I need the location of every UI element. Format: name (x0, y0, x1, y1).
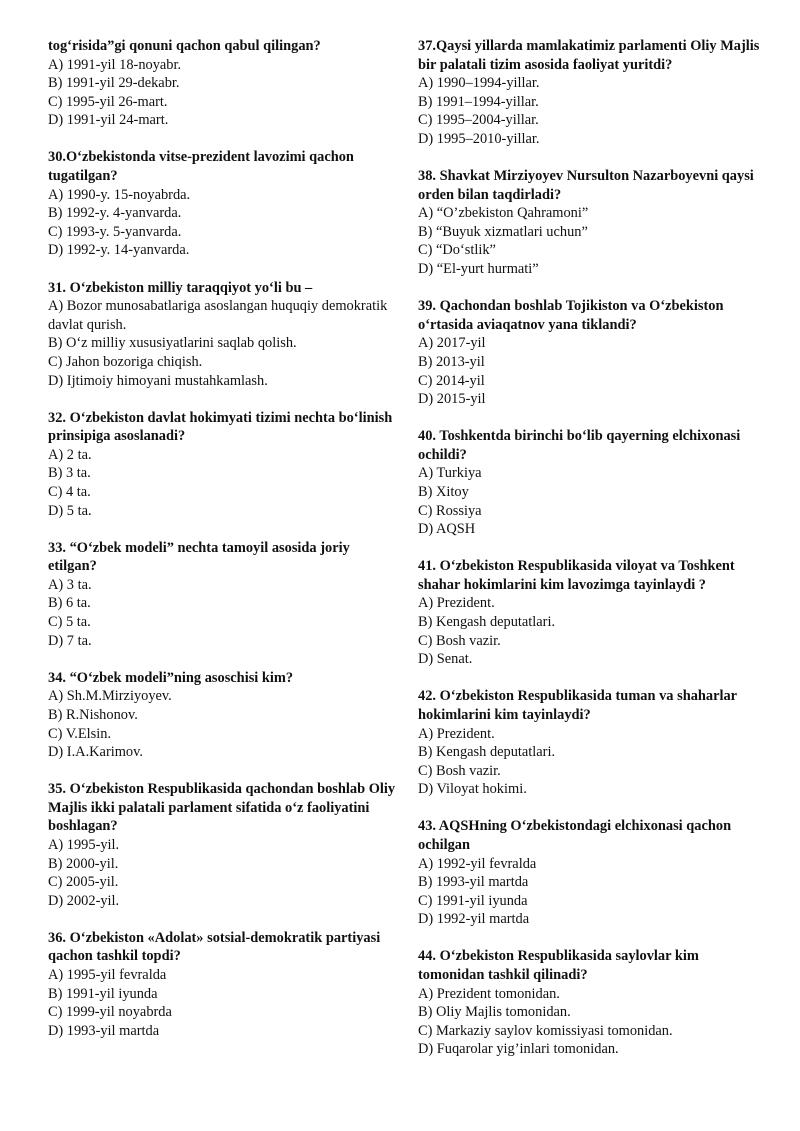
question-title: 38. Shavkat Mirziyoyev Nursulton Nazarboyevni qaysi orden bilan taqdirladi? (418, 168, 754, 203)
answer-option: A) “O’zbekiston Qahramoni” (418, 205, 589, 222)
answer-option: B) 1991-yil 29-dekabr. (48, 75, 180, 92)
question-block (48, 148, 398, 260)
question-title: 31. O‘zbekiston milliy taraqqiyot yo‘li bu – (48, 279, 313, 296)
question-block (418, 167, 768, 279)
answer-option: C) “Do‘stlik” (418, 242, 496, 259)
answer-option: B) Kengash deputatlari. (418, 744, 556, 761)
answer-option: B) 1991–1994-yillar. (418, 93, 539, 110)
answer-option: A) 1990–1994-yillar. (418, 75, 540, 92)
answer-option: A) 1995-yil. (48, 836, 120, 853)
answer-option: B) 1992-y. 4-yanvarda. (48, 205, 182, 222)
question-title: 37.Qaysi yillarda mamlakatimiz parlamenti Oliy Majlis bir palatali tizim asosida faoliyat yuritdi? (418, 38, 760, 73)
answer-option: A) Prezident tomonidan. (418, 985, 560, 1002)
question-block (418, 687, 768, 799)
question-title: 39. Qachondan boshlab Tojikiston va O‘zbekiston o‘rtasida aviaqatnov yana tiklandi? (418, 298, 724, 333)
answer-option: B) Kengash deputatlari. (418, 614, 556, 631)
answer-option: D) 7 ta. (48, 632, 92, 649)
right-column (418, 37, 768, 1078)
answer-option: A) 1995-yil fevralda (48, 967, 167, 984)
answer-option: B) O‘z milliy xususiyatlarini saqlab qolish. (48, 335, 297, 352)
question-block (48, 539, 398, 651)
answer-option: A) Turkiya (418, 465, 482, 482)
answer-option: A) 2 ta. (48, 446, 92, 463)
question-block (418, 427, 768, 539)
answer-option: B) 6 ta. (48, 595, 91, 612)
question-title: 34. “O‘zbek modeli”ning asoschisi kim? (48, 669, 294, 686)
question-block (418, 297, 768, 409)
question-block (48, 37, 398, 130)
question-block (418, 947, 768, 1059)
answer-option: A) 2017-yil (418, 335, 486, 352)
question-title: 44. O‘zbekiston Respublikasida saylovlar kim tomonidan tashkil qilinadi? (418, 948, 699, 984)
answer-option: B) 2013-yil (418, 353, 485, 370)
question-block (48, 409, 398, 521)
question-block (48, 669, 398, 762)
answer-option: B) Xitoy (418, 483, 469, 500)
answer-option: A) Prezident. (418, 595, 495, 612)
answer-option: D) 1992-y. 14-yanvarda. (48, 242, 190, 259)
answer-option: B) Oliy Majlis tomonidan. (418, 1004, 571, 1021)
answer-option: C) Bosh vazir. (418, 632, 501, 649)
answer-option: C) 1993-y. 5-yanvarda. (48, 223, 182, 240)
question-block (418, 557, 768, 669)
question-title: 32. O‘zbekiston davlat hokimyati tizimi nechta bo‘linish prinsipiga asoslanadi? (48, 409, 393, 445)
answer-option: C) Markaziy saylov komissiyasi tomonidan. (418, 1022, 673, 1039)
answer-option: C) V.Elsin. (48, 725, 112, 742)
answer-option: D) Senat. (418, 651, 473, 668)
answer-option: D) Ijtimoiy himoyani mustahkamlash. (48, 372, 268, 389)
answer-option: C) 2005-yil. (48, 874, 119, 891)
question-title: 33. “O‘zbek modeli” nechta tamoyil asosida joriy etilgan? (48, 539, 350, 575)
question-title: 36. O‘zbekiston «Adolat» sotsial-demokratik partiyasi qachon tashkil topdi? (48, 929, 381, 965)
question-block (48, 929, 398, 1041)
answer-option: C) 1999-yil noyabrda (48, 1004, 172, 1021)
question-title: 41. O‘zbekiston Respublikasida viloyat va Toshkent shahar hokimlarini kim lavozimga tayinlaydi ? (418, 558, 735, 593)
question-title: 30.O‘zbekistonda vitse-prezident lavozimi qachon tugatilgan? (48, 149, 354, 185)
answer-option: C) Jahon bozoriga chiqish. (48, 353, 203, 370)
answer-option: A) Bozor munosabatlariga asoslangan huquqiy demokratik davlat qurish. (48, 298, 388, 333)
answer-option: D) 1993-yil martda (48, 1022, 160, 1039)
answer-option: A) 3 ta. (48, 576, 92, 593)
question-block (418, 817, 768, 929)
answer-option: D) Viloyat hokimi. (418, 781, 527, 798)
answer-option: C) Bosh vazir. (418, 762, 501, 779)
answer-option: A) 1992-yil fevralda (418, 855, 537, 872)
answer-option: D) 1991-yil 24-mart. (48, 112, 169, 129)
answer-option: A) 1991-yil 18-noyabr. (48, 56, 182, 73)
answer-option: D) 2015-yil (418, 391, 486, 408)
answer-option: C) 1991-yil iyunda (418, 892, 528, 909)
answer-option: C) 1995–2004-yillar. (418, 112, 539, 129)
answer-option: D) 1995–2010-yillar. (418, 130, 540, 147)
question-title: 40. Toshkentda birinchi bo‘lib qayerning elchixonasi ochildi? (418, 428, 741, 463)
question-title: 35. O‘zbekiston Respublikasida qachondan boshlab Oliy Majlis ikki palatali parlament sifatida o‘z faoliyatini boshlagan? (48, 781, 396, 835)
answer-option: B) 1991-yil iyunda (48, 985, 158, 1002)
left-column (48, 37, 398, 1059)
answer-option: D) AQSH (418, 521, 476, 538)
answer-option: D) 2002-yil. (48, 892, 120, 909)
answer-option: B) 3 ta. (48, 465, 91, 482)
answer-option: C) 1995-yil 26-mart. (48, 93, 168, 110)
answer-option: A) 1990-y. 15-noyabrda. (48, 186, 191, 203)
question-block (418, 37, 768, 149)
question-block (48, 279, 398, 391)
answer-option: B) 2000-yil. (48, 855, 119, 872)
question-block (48, 780, 398, 910)
answer-option: C) 4 ta. (48, 483, 91, 500)
answer-option: D) I.A.Karimov. (48, 744, 143, 761)
answer-option: B) R.Nishonov. (48, 706, 138, 723)
answer-option: A) Prezident. (418, 725, 495, 742)
answer-option: C) 5 ta. (48, 614, 91, 631)
answer-option: A) Sh.M.Mirziyoyev. (48, 688, 172, 705)
question-title: 42. O‘zbekiston Respublikasida tuman va shaharlar hokimlarini kim tayinlaydi? (418, 688, 737, 723)
answer-option: D) Fuqarolar yig’inlari tomonidan. (418, 1041, 619, 1058)
answer-option: D) 5 ta. (48, 502, 92, 519)
answer-option: C) Rossiya (418, 502, 482, 519)
answer-option: C) 2014-yil (418, 372, 485, 389)
answer-option: B) 1993-yil martda (418, 874, 529, 891)
answer-option: D) “El-yurt hurmati” (418, 261, 539, 278)
answer-option: D) 1992-yil martda (418, 911, 530, 928)
question-title: tog‘risida”gi qonuni qachon qabul qilingan? (48, 38, 321, 54)
question-title: 43. AQSHning O‘zbekistondagi elchixonasi qachon ochilgan (418, 818, 732, 853)
answer-option: B) “Buyuk xizmatlari uchun” (418, 223, 588, 240)
